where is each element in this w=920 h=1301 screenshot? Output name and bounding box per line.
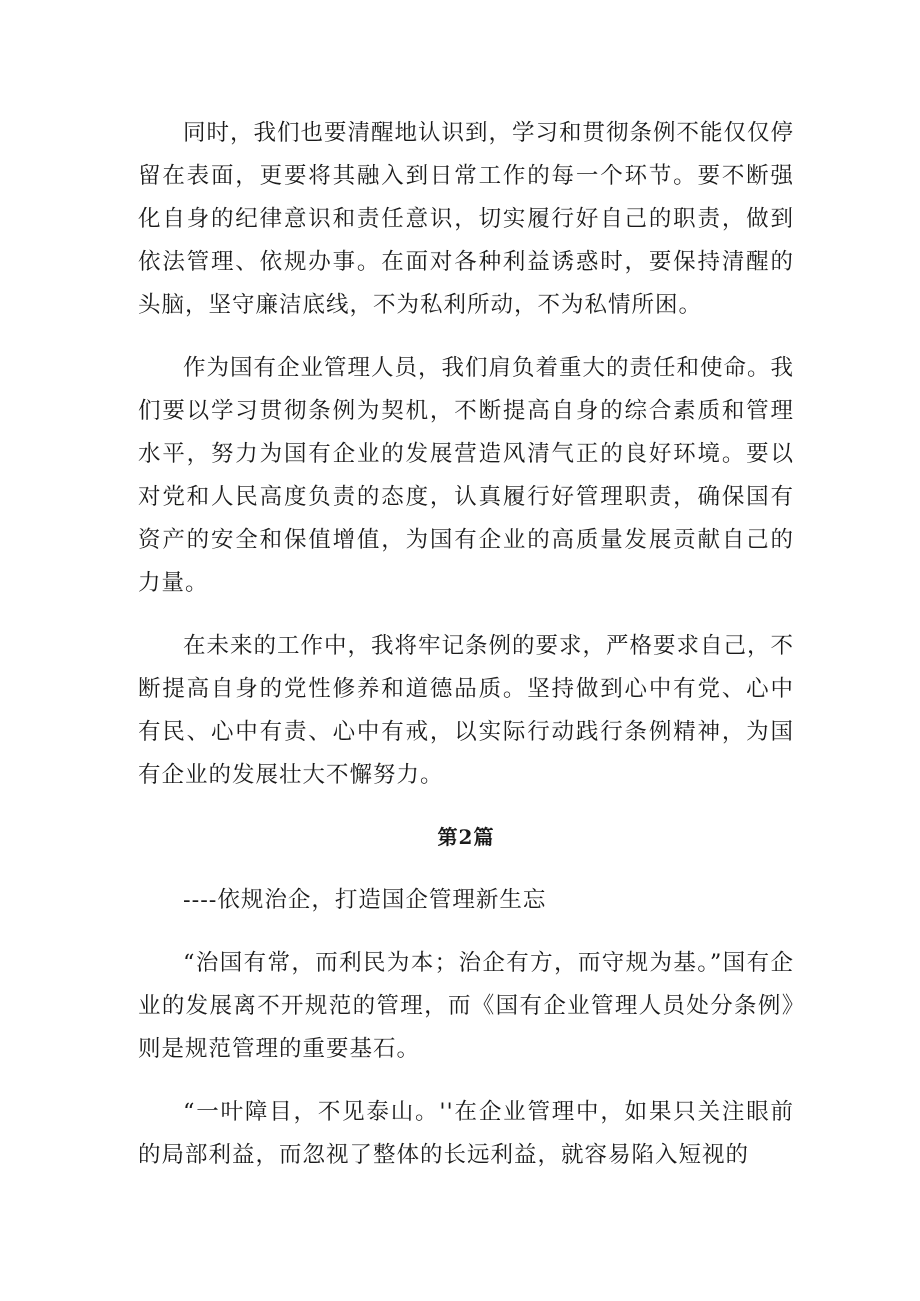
document-page — [138, 112, 794, 1197]
paragraph-4: “治国有常，而利民为本；治企有方，而守规为基。”国有企业的发展离不开规范的管理，而《国有企业管理人员处分条例》则是规范管理的重要基石。 — [138, 950, 794, 1062]
section-title: 第2篇 — [437, 825, 495, 849]
paragraph-2: 作为国有企业管理人员，我们肩负着重大的责任和使命。我们要以学习贯彻条例为契机，不断提高自身的综合素质和管理水平，努力为国有企业的发展营造风清气正的良好环境。要以对党和人民高度负责的态度，认真履行好管理职责，确保国有资产的安全和保值增值，为国有企业的高质量发展贡献自己的力量。 — [138, 355, 795, 596]
section-subtitle: ----依规治企，打造国企管理新生忘 — [183, 887, 547, 913]
paragraph-1: 同时，我们也要清醒地认识到，学习和贯彻条例不能仅仅停留在表面，更要将其融入到日常工作的每一个环节。要不断强化自身的纪律意识和责任意识，切实履行好自己的职责，做到依法管理、依规办事。在面对各种利益诱惑时，要保持清醒的头脑，坚守廉洁底线，不为私利所动，不为私情所困。 — [138, 120, 795, 318]
paragraph-5: “一叶障目，不见泰山。''在企业管理中，如果只关注眼前的局部利益，而忽视了整体的长远利益，就容易陷入短视的 — [138, 1099, 794, 1168]
paragraph-3: 在未来的工作中，我将牢记条例的要求，严格要求自己，不断提高自身的党性修养和道德品质。坚持做到心中有党、心中有民、心中有责、心中有戒，以实际行动践行条例精神，为国有企业的发展壮大不懈努力。 — [138, 633, 795, 788]
